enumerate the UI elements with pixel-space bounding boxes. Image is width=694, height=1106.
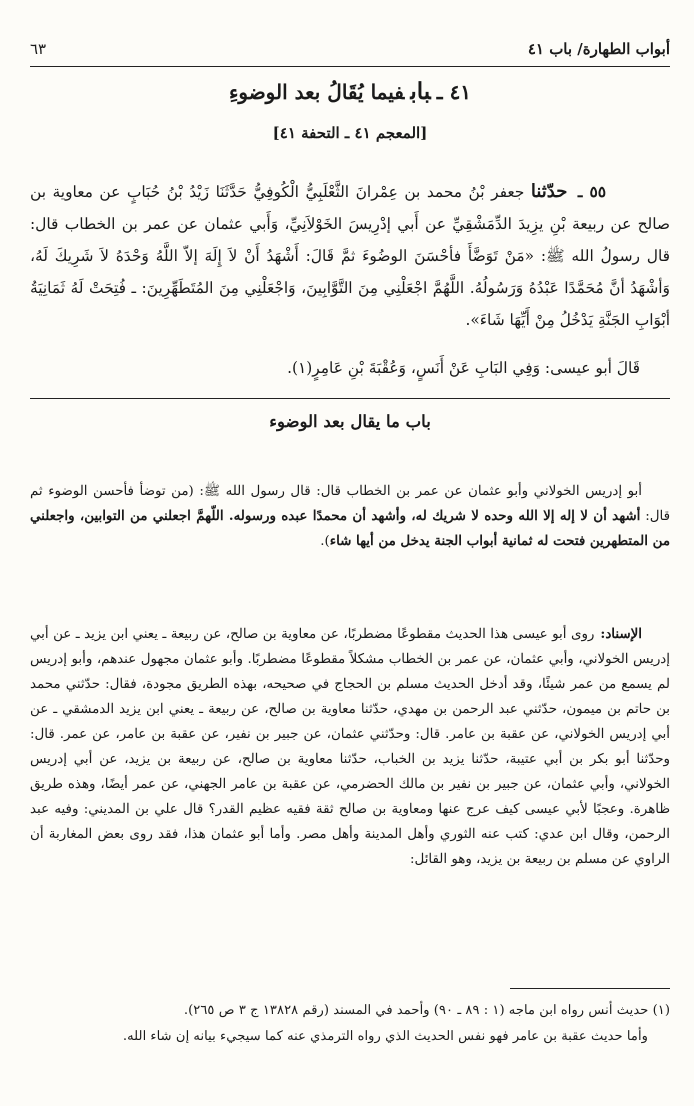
chapter-title [30,78,670,105]
hadith-body: جعفر بْنُ محمد بن عِمْرانَ الثَّعْلَبِيُّ الْكُوفِيُّ حَدَّثَنَا زَيْدُ بْنُ حُبَابٍ عن معاوية بن صالح عن ربيعة بْنِ يزِيدَ الدِّمَشْقِيِّ عن أَبي إدْرِيسَ الخَوْلاَنِيِّ، وَأَبي عثمان عن عمر بن الخطاب قال: قال رسولُ الله ﷺ: «مَنْ تَوَضَّأَ فأحْسَنَ الوضُوءَ ثمَّ قَالَ: أَشْهَدُ أَنْ لاَ إِلَهَ إلاّ اللَّهُ وَحْدَهُ لاَ شَرِيكَ لَهُ، وَأشْهَدُ أنَّ مُحَمَّدًا عَبْدُهُ وَرَسُولُهُ. اللَّهُمَّ اجْعَلْنِي مِنَ التَّوَّابِينَ، وَاجْعَلْنِي مِنَ المُتَطَهِّرِينَ: ـ فُتِحَتْ لَهُ ثَمَانِيَةُ أبْوَابِ الجَنَّةِ يَدْخُلُ مِنْ أَيِّهَا شَاءَ». [30,183,670,329]
commentary-end: ). [320,534,330,549]
running-head-title: أبواب الطهارة/ باب ٤١ [527,40,670,58]
chapter-title-text: فيما يُقَالُ بعد الوضوءِ [228,80,405,104]
section-divider [30,398,670,399]
commentary-quote: أشهد أن لا إله إلا الله وحده لا شريك له، وأشهد أن محمدًا عبده ورسوله. اللّهمَّ اجعلني من التوابين، واجعلني من المتطهرين فتحت له ثمانية أبواب الجنة يدخل من أيها شاء [30,508,670,549]
running-head [30,36,670,67]
footnote-rule [510,988,670,989]
isnad-text: روى أبو عيسى هذا الحديث مقطوعًا مضطربًا، عن معاوية بن صالح، عن ربيعة ـ يعني ابن يزيد ـ عن أبي إدريس الخولاني، وأبي عثمان، عن عمر بن الخطاب مشكلاً مقطوعًا مضطربًا. وأبو عثمان مجهول عندهم، وأبو إدريس لم يسمع من عمر شيئًا، وقد أدخل الحديث مسلم بن الحجاج في صحيحه، بهذه الطريق مجودة، فقال: حدّثني محمد بن حاتم بن ميمون، حدّثني عبد الرحمن بن مهدي، حدّثنا معاوية بن صالح، عن ربيعة ـ يعني ابن يزيد الدمشقي ـ عن أبي إدريس الخولاني، عن عقبة بن عامر. قال: وحدّثني عثمان، عن جبير بن نفير، عن عقبة بن عامر، عن عمر. قال: وحدّثنا أبو بكر بن أبي عتيبة، حدّثنا يزيد بن الخباب، حدّثنا معاوية بن صالح، عن ربيعة بن يزيد، عن أبي إدريس الخولاني، وأبي عثمان، عن جبير بن نفير بن مالك الحضرمي، عن عقبة بن عامر الجهني، عن عمر أيضًا، وهذه طريق ظاهرة. وعجبًا لأبي عيسى كيف عرج عنها ومعاوية بن صالح ثقة فقيه عظيم القدر؟ قال علي بن المديني: وفيه عبد الرحمن، وقال ابن عدي: كتب عنه الثوري وأهل المدينة وأهل مصر. وأما أبو عثمان هذا، فقد روى بعض المغاربة أن الراوي عن مسلم بن ربيعة بن يزيد، وهو القائل: [30,627,670,867]
book-page [30,0,670,1106]
chapter-number: ٤١ ـ [436,80,472,104]
hadith-number: ٥٥ ـ [577,183,606,201]
chapter-bab-word: باب [410,78,431,105]
footnotes [30,998,670,1050]
commentary-section-title: باب ما يقال بعد الوضوء [269,412,431,431]
footnote-1-continued: وأما حديث عقبة بن عامر فهو نفس الحديث الذي رواه الترمذي عنه كما سيجيء بيانه إن شاء الله. [122,1029,648,1044]
footnote-1: (١) حديث أنس رواه ابن ماجه (١ : ٨٩ ـ ٩٠) وأحمد في المسند (رقم ١٣٨٢٨ ج ٣ ص ٢٦٥). [183,1003,670,1018]
hadith-haddatha: حدّثنا [530,181,568,202]
page-number: ٦٣ [30,40,47,58]
hadith-text [30,176,670,336]
isnad-label: الإسناد: [600,626,642,642]
commentary-intro: أبو إدريس الخولاني وأبو عثمان عن عمر بن الخطاب قال: قال رسول الله ﷺ: (من توضأ فأحسن الوضوء ثم قال: [30,484,670,524]
commentary-paragraph [30,480,670,554]
tirmidhi-comment: قَالَ أبو عيسى: وَفِي البَابِ عَنْ أَنَسٍ، وَعُقْبَةَ بْنِ عَامِرٍ(١). [287,359,640,377]
chapter-references: [المعجم ٤١ ـ التحفة ٤١] [272,124,428,142]
isnad-paragraph [30,622,670,872]
